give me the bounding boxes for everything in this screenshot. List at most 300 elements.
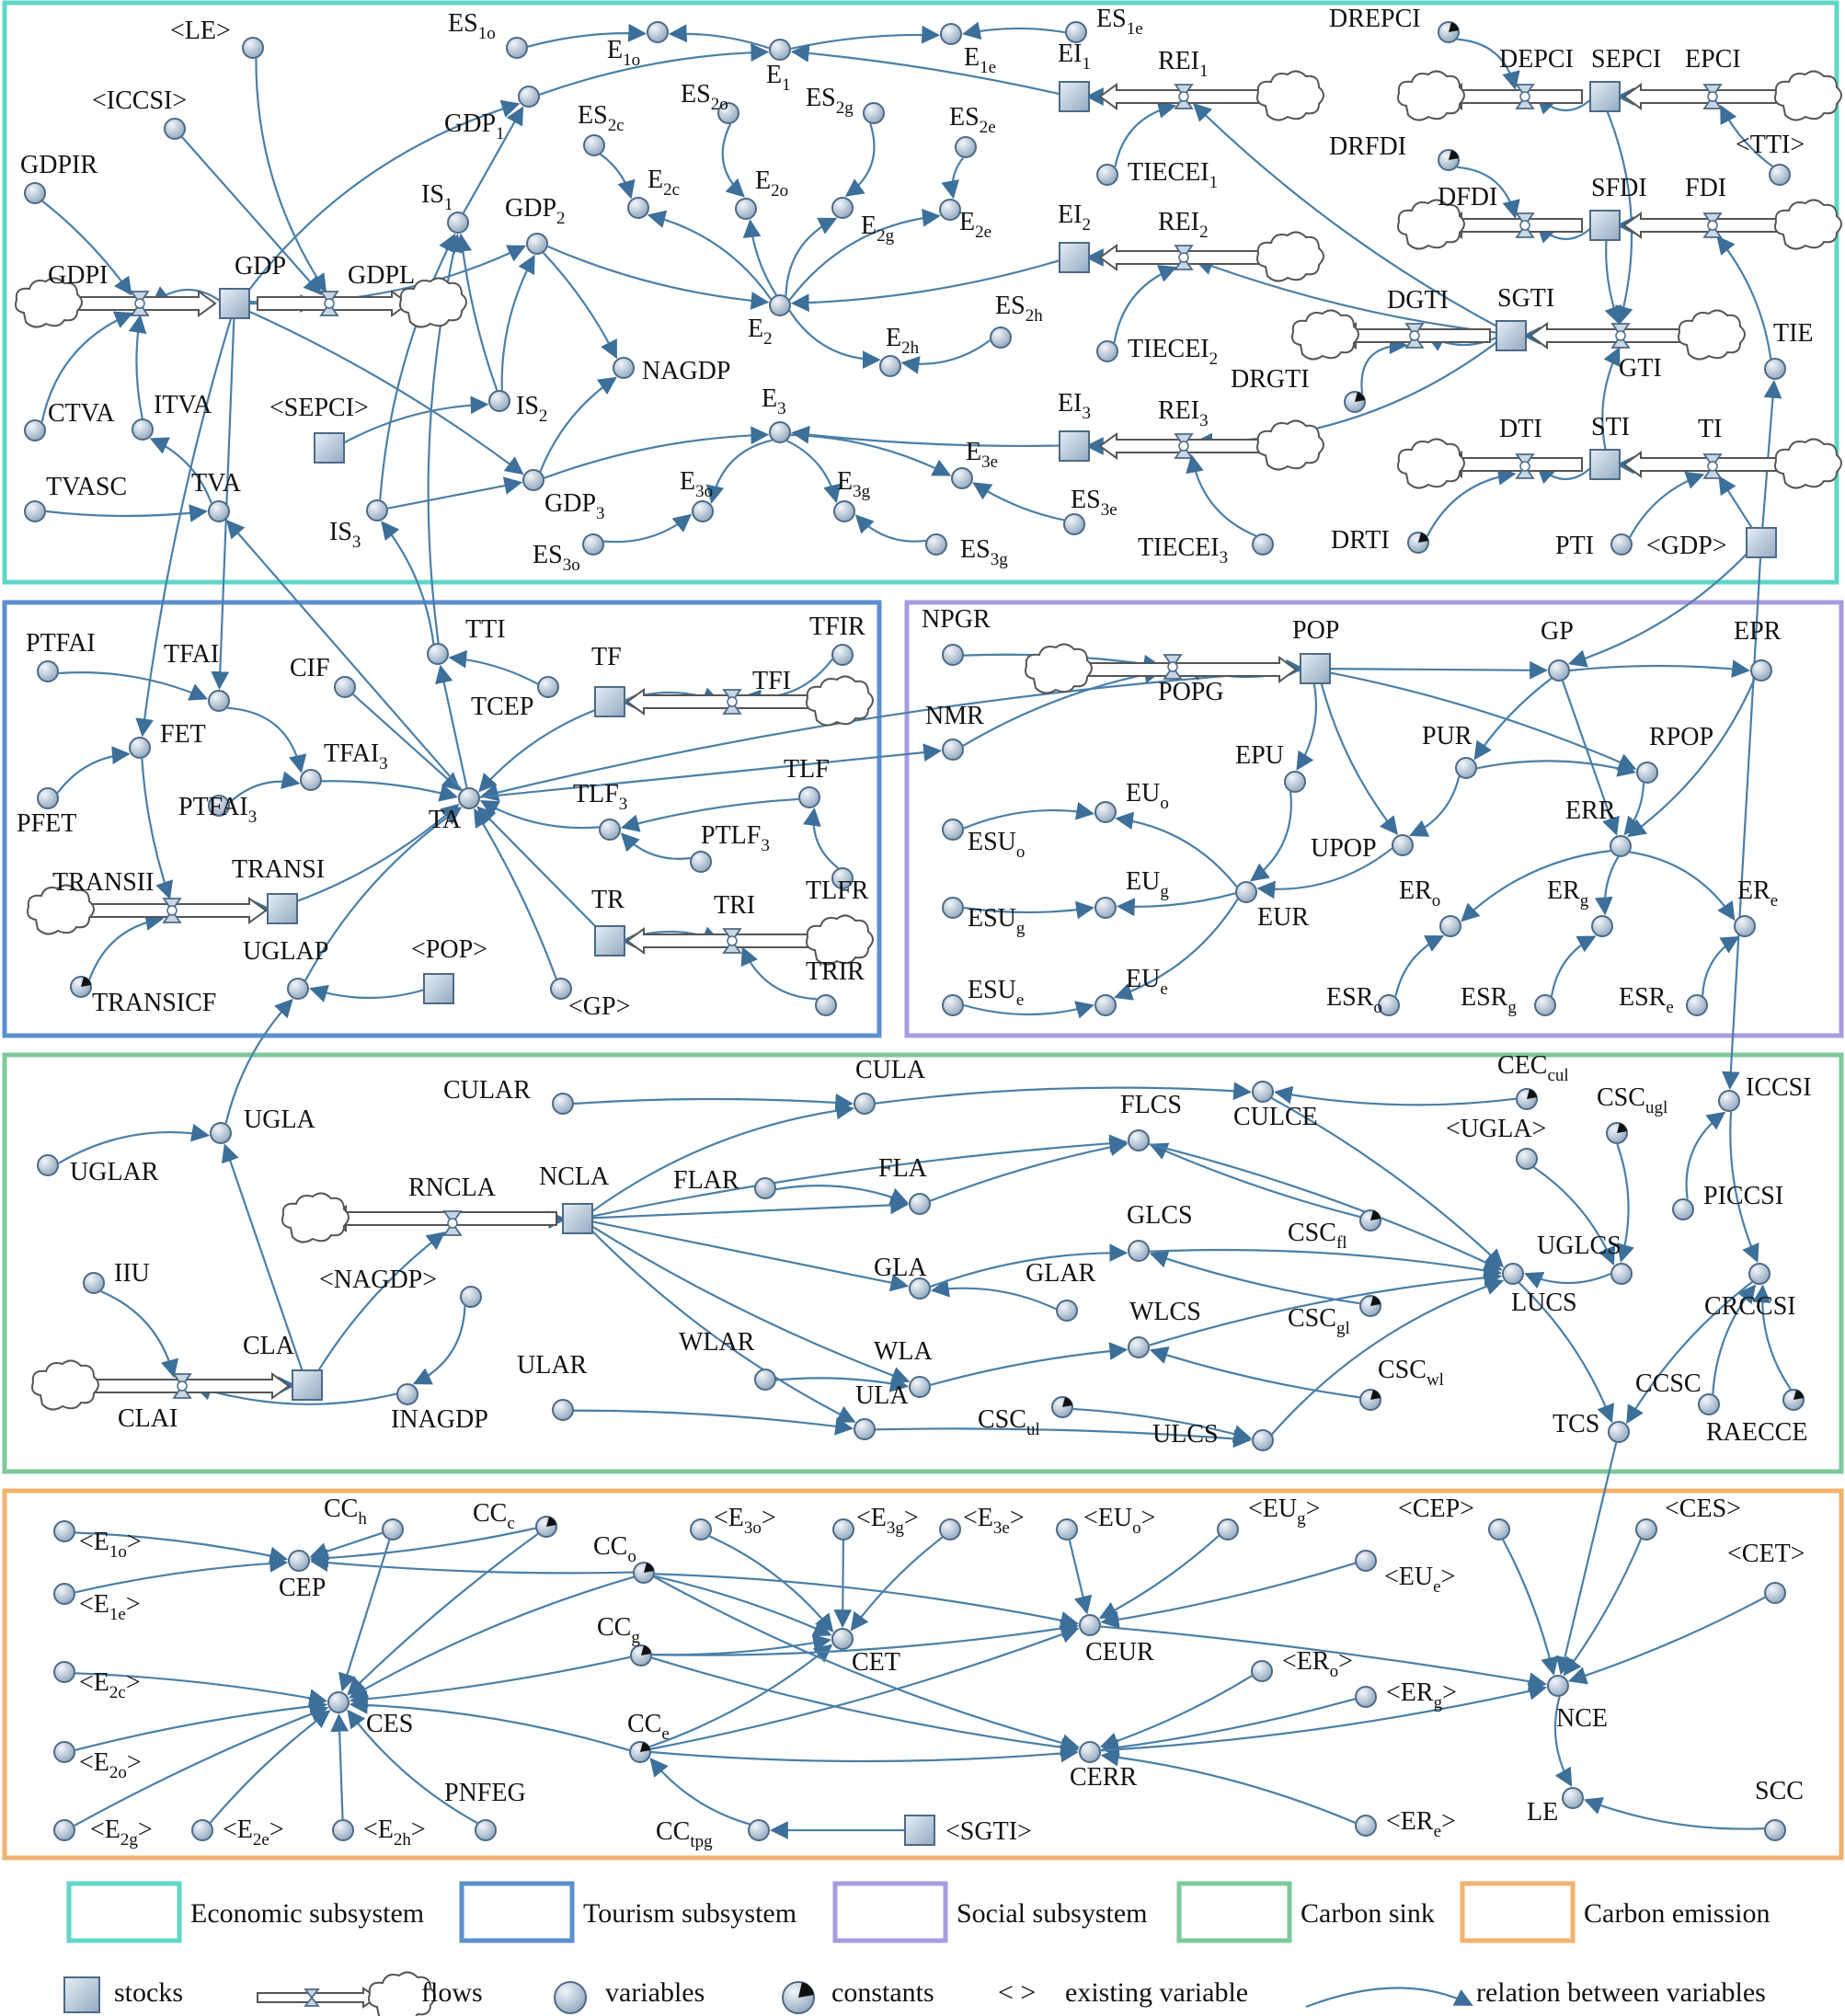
node-label-RAECCE: RAECCE	[1706, 1418, 1808, 1447]
node-label-TRI: TRI	[714, 891, 756, 920]
variable-E3	[770, 422, 790, 442]
node-label-GTI: GTI	[1619, 354, 1662, 383]
legend-swatch-economic	[69, 1884, 179, 1941]
node-label-SEPCIa: <SEPCI>	[269, 394, 369, 422]
relation-UGLCS-LUCS	[1526, 1274, 1610, 1283]
flow-EPCI	[1624, 71, 1841, 120]
relation-ESRo-ERo	[1395, 936, 1442, 996]
relation-TIECEI3-REI3	[1192, 456, 1256, 536]
variable-EUg	[1095, 898, 1116, 918]
flow-GDPI	[16, 278, 215, 326]
relation-E3e_e-CET	[852, 1538, 943, 1630]
node-label-CIF: CIF	[290, 654, 330, 682]
node-label-TFAI3: $TFAI_3$	[324, 739, 388, 773]
relation-ITVA-GDPI	[136, 316, 142, 418]
relation-NCLA-ULA	[587, 1225, 854, 1422]
relation-CCc-CEP	[312, 1529, 535, 1559]
variable-CRCCSI	[1749, 1264, 1770, 1284]
cloud-icon	[1292, 310, 1358, 359]
variable-GDP3	[523, 470, 544, 490]
flow-CLAI	[32, 1360, 289, 1409]
variable-PNFEG	[476, 1820, 496, 1840]
node-label-CCo: $CC_o$	[593, 1532, 636, 1566]
variable-NPGR	[943, 645, 963, 665]
node-label-PTFAI: PTFAI	[26, 629, 96, 658]
stock-EI2	[1060, 243, 1089, 272]
cloud-icon	[1775, 439, 1841, 487]
cloud-icon	[1398, 71, 1464, 120]
variable-TCEP	[538, 677, 558, 697]
node-label-POPa: <POP>	[411, 935, 487, 964]
stock-SFDI	[1590, 211, 1620, 240]
node-label-GDPIR: GDPIR	[20, 151, 98, 179]
node-label-TIE: TIE	[1773, 319, 1814, 348]
node-label-GDPL: GDPL	[348, 261, 416, 290]
relation-CCe-CEUR	[651, 1629, 1078, 1749]
variable-WLA	[910, 1377, 930, 1397]
node-label-WLCS: WLCS	[1129, 1298, 1201, 1326]
relation-ES1e-E1e	[964, 29, 1065, 34]
stock-SEPCIa	[315, 433, 344, 463]
node-label-TLFR: TLFR	[806, 876, 869, 905]
node-label-CEUR: CEUR	[1085, 1638, 1154, 1667]
node-label-UGLA: UGLA	[244, 1105, 315, 1134]
node-label-UGLAR: UGLAR	[70, 1158, 159, 1186]
relation-ULAR-ULA	[574, 1411, 852, 1428]
relation-E2e_e-CES	[211, 1712, 329, 1823]
cloud-icon	[1257, 71, 1324, 120]
node-label-CLAI: CLAI	[118, 1404, 178, 1433]
node-label-POP: POP	[1292, 616, 1340, 645]
relation-NAGDP_e-INAGDP	[415, 1306, 465, 1383]
relation-TA-NMR	[480, 750, 940, 796]
variable-TIECEI1	[1097, 165, 1117, 185]
variable-TFIR	[832, 645, 853, 665]
variable-E1o	[647, 22, 668, 42]
node-label-TCS: TCS	[1553, 1410, 1600, 1438]
stock-TF	[595, 687, 625, 716]
variable-E3e_e	[940, 1519, 960, 1540]
legend-relation-arrow-icon	[1306, 1987, 1472, 2007]
variable-E2	[770, 295, 790, 315]
node-label-FET: FET	[160, 720, 206, 749]
relation-ES2g-E2g	[846, 123, 874, 195]
node-label-ES2g: $ES_{2g}$	[806, 84, 854, 118]
variable-ES3e	[1064, 514, 1084, 534]
variable-PTLF3	[691, 852, 711, 872]
variable-GP	[1549, 660, 1569, 681]
variable-TIE	[1765, 359, 1785, 379]
node-label-ESRe: $ESR_e$	[1619, 983, 1674, 1017]
node-label-CSCwl: $CSC_{wl}$	[1378, 1356, 1444, 1390]
variable-NAGDP_e	[461, 1287, 481, 1307]
stock-STI	[1590, 450, 1620, 479]
relation-TVASC-TVA	[46, 511, 206, 516]
variable-E2h_e	[333, 1820, 353, 1840]
relation-TR-TA	[478, 808, 602, 933]
node-label-FDI: FDI	[1685, 174, 1727, 202]
flow-REI1	[1100, 71, 1324, 120]
relation-ESUe-EUe	[964, 1005, 1093, 1014]
node-label-E2o: $E_{2o}$	[755, 166, 789, 200]
relation-CCc-CES	[349, 1534, 538, 1694]
variable-TA	[459, 788, 479, 808]
relation-ES1o-E1o	[528, 33, 645, 47]
stock-SGTI	[1496, 321, 1526, 350]
relation-ES2c-E2c	[601, 155, 631, 198]
variable-E2o	[736, 199, 756, 219]
variable-ESRg	[1535, 995, 1555, 1015]
variable-NCE	[1548, 1676, 1568, 1696]
variable-EUR	[1236, 882, 1256, 902]
node-label-TTI: TTI	[465, 615, 506, 644]
legend-label-emission: Carbon emission	[1584, 1898, 1771, 1929]
variable-UGLCS	[1611, 1264, 1632, 1284]
relation-IS3-GDP3	[388, 483, 521, 509]
variable-UGLAR	[38, 1155, 58, 1175]
variable-ERg_e	[1356, 1687, 1376, 1707]
node-label-FLAR: FLAR	[673, 1166, 739, 1195]
variable-ERo_e	[1252, 1661, 1272, 1681]
relation-TLFR-TLF	[814, 809, 839, 868]
node-label-E2c: $E_{2c}$	[647, 166, 681, 200]
variable-TFAI	[209, 691, 229, 711]
relation-TFAI3-TA	[322, 781, 456, 796]
node-label-DRGTI: DRGTI	[1231, 365, 1310, 394]
node-label-NAGDP: NAGDP	[642, 357, 731, 385]
variable-PTFAI	[38, 661, 58, 682]
variable-E3g	[834, 501, 854, 521]
node-label-CLA: CLA	[243, 1332, 294, 1360]
stock-NCLA	[563, 1204, 592, 1233]
flow-TI	[1624, 439, 1841, 487]
variable-CCtpg	[749, 1820, 769, 1840]
stock-TRANSI	[268, 894, 297, 923]
node-label-REI1: $REI_1$	[1158, 47, 1209, 81]
variable-E3e	[952, 468, 972, 488]
node-label-CEP_e: <CEP>	[1398, 1495, 1474, 1523]
relation-CCo-CEP	[312, 1561, 633, 1573]
node-label-TA: TA	[429, 806, 462, 834]
variable-NMR	[943, 739, 963, 760]
node-label-ES2c: $ES_{2c}$	[578, 101, 625, 135]
node-label-RNCLA: RNCLA	[408, 1174, 496, 1202]
variable-ES2c	[584, 135, 604, 155]
node-label-SGTI: SGTI	[1497, 284, 1555, 313]
stock-GDPa	[1747, 528, 1776, 557]
node-label-TRANSICF: TRANSICF	[92, 989, 217, 1017]
legend-label-tourism: Tourism subsystem	[583, 1898, 797, 1929]
variable-LE	[1563, 1788, 1583, 1808]
relation-NCLA-CULA	[588, 1108, 853, 1214]
node-label-DRFDI: DRFDI	[1329, 132, 1407, 161]
variable-EUg_e	[1218, 1519, 1238, 1540]
variable-GDP2	[527, 234, 547, 254]
node-label-ERg_e: $<ER_g>$	[1386, 1678, 1457, 1712]
cloud-icon	[32, 1360, 98, 1409]
node-label-ERo: $ER_o$	[1399, 876, 1441, 911]
stock-SEPCI	[1590, 82, 1620, 111]
stock-TR	[595, 926, 625, 956]
variable-PFET	[38, 788, 58, 808]
node-label-CET: CET	[852, 1648, 900, 1677]
node-label-ERo_e: $<ER_o>$	[1282, 1647, 1353, 1681]
variable-ESRe	[1687, 995, 1707, 1015]
variable-E2h	[880, 356, 900, 376]
node-label-PTI: PTI	[1555, 532, 1594, 560]
node-label-TIECEI1: $TIECEI_1$	[1128, 158, 1219, 192]
relation-IS2-GDP2	[502, 257, 534, 391]
node-label-GP: GP	[1541, 617, 1574, 646]
node-label-PTFAI3: $PTFAI_3$	[178, 793, 258, 827]
legend-label-sink: Carbon sink	[1301, 1898, 1435, 1929]
relation-ESUo-EUo	[964, 810, 1093, 829]
node-label-IS3: $IS_3$	[329, 518, 361, 552]
node-label-EI1: $EI_1$	[1058, 40, 1091, 74]
node-label-CERR: CERR	[1070, 1763, 1138, 1792]
flow-REI2	[1100, 232, 1324, 281]
node-label-SEPCI: SEPCI	[1591, 45, 1662, 74]
variable-E2e_e	[192, 1820, 212, 1840]
node-label-E1e_e: $<E_{1e}>$	[79, 1590, 141, 1624]
relation-CCtpg-CCe	[651, 1759, 750, 1825]
relation-GDPa-TI	[1720, 477, 1756, 533]
flow-GTI	[1530, 310, 1745, 359]
relation-ERR-ERe	[1630, 853, 1734, 920]
node-label-UPOP: UPOP	[1311, 834, 1377, 863]
node-label-EPU: EPU	[1235, 741, 1284, 770]
variable-ESUg	[943, 898, 963, 918]
variable-ES3g	[926, 534, 946, 555]
variable-IIU	[84, 1273, 104, 1293]
variable-ESUe	[943, 995, 963, 1015]
legend-label-economic: Economic subsystem	[190, 1898, 425, 1929]
node-label-CULAR: CULAR	[443, 1076, 531, 1105]
node-label-E3e_e: $<E_{3e}>$	[963, 1504, 1025, 1538]
node-label-E3o_e: $<E_{3o}>$	[714, 1504, 776, 1538]
variable-CEUR	[1080, 1615, 1100, 1635]
relation-GP-EPR	[1570, 666, 1748, 670]
node-label-TRIR: TRIR	[806, 957, 865, 986]
node-label-ITVA: ITVA	[154, 391, 212, 419]
variable-TVA	[209, 501, 229, 521]
node-label-CCg: $CC_g$	[597, 1613, 640, 1647]
node-label-ULA: ULA	[855, 1381, 909, 1410]
variable-UGLA	[211, 1123, 231, 1143]
node-label-GDP2: $GDP_2$	[505, 194, 566, 228]
variable-ULA	[854, 1419, 875, 1439]
relation-CES_e-NCE	[1564, 1539, 1641, 1674]
node-label-ES2o: $ES_{2o}$	[681, 80, 728, 114]
node-label-IIU: IIU	[114, 1259, 150, 1288]
node-label-ULCS: ULCS	[1152, 1420, 1219, 1449]
node-label-CCc: $CC_c$	[473, 1499, 515, 1533]
node-label-EPCI: EPCI	[1685, 45, 1741, 74]
variable-ESUo	[943, 819, 963, 840]
relation-EPU-EUR	[1252, 792, 1291, 880]
relation-NCLA-WLA	[588, 1223, 909, 1381]
stock-POPa	[424, 974, 453, 1003]
cloud-icon	[1775, 200, 1841, 248]
node-label-SGTIa: <SGTI>	[945, 1817, 1032, 1846]
node-label-PUR: PUR	[1422, 722, 1473, 750]
node-label-CRCCSI: CRCCSI	[1704, 1292, 1796, 1321]
node-label-ULAR: ULAR	[517, 1351, 588, 1380]
variable-ITVA	[132, 419, 153, 440]
variable-EUo	[1095, 802, 1116, 822]
relation-CCh-CES	[342, 1540, 389, 1690]
node-label-DRTI: DRTI	[1331, 526, 1390, 555]
node-label-NAGDP_e: <NAGDP>	[319, 1266, 438, 1294]
node-label-PFET: PFET	[17, 809, 77, 838]
node-label-ES3o: $ES_{3o}$	[533, 541, 580, 575]
relation-FLAR-FLA	[776, 1186, 907, 1202]
node-label-TI: TI	[1698, 415, 1723, 443]
node-label-CCh: $CC_h$	[324, 1495, 367, 1529]
legend-swatch-social	[835, 1884, 945, 1941]
node-label-CET_e: <CET>	[1727, 1540, 1805, 1568]
variable-ES2g	[864, 103, 884, 123]
relation-E3g_e-CET	[842, 1541, 843, 1626]
node-label-E3: $E_3$	[762, 384, 786, 418]
node-label-SCC: SCC	[1755, 1777, 1804, 1805]
node-label-GLA: GLA	[874, 1254, 927, 1282]
variable-E2o_e	[54, 1742, 74, 1762]
node-label-NMR: NMR	[925, 702, 984, 730]
node-label-TR: TR	[591, 886, 625, 914]
relation-GP-PUR	[1475, 679, 1552, 759]
relation-GDP1-E1	[540, 52, 767, 95]
variable-ERe	[1735, 916, 1755, 936]
node-label-EUg_e: $<EU_g>$	[1248, 1495, 1321, 1529]
variable-ERo	[1440, 916, 1461, 936]
variable-IS3	[367, 500, 387, 521]
variable-ERg	[1592, 916, 1612, 936]
node-label-IS1: $IS_1$	[421, 180, 453, 214]
variable-ULCS	[1253, 1430, 1273, 1450]
relation-CCo-CET	[654, 1576, 830, 1635]
variable-TIECEI2	[1097, 341, 1117, 361]
relation-CCo-CES	[350, 1577, 634, 1698]
relation-E2-E2g	[785, 219, 835, 296]
node-label-CSCul: $CSC_{ul}$	[978, 1405, 1040, 1439]
legend-existing-symbol: < >	[998, 1977, 1037, 2008]
node-label-TIECEI3: $TIECEI_3$	[1138, 533, 1229, 567]
variable-E2c	[628, 198, 648, 218]
variable-E2e	[940, 200, 960, 220]
relation-CULA-CULCE	[876, 1088, 1250, 1104]
node-label-NCLA: NCLA	[539, 1163, 610, 1191]
variable-CULCE	[1253, 1082, 1273, 1102]
node-label-TCEP: TCEP	[471, 693, 534, 721]
node-label-EUR: EUR	[1257, 903, 1309, 932]
variable-GDP1	[519, 86, 539, 107]
variable-WLCS	[1129, 1337, 1149, 1357]
cloud-icon	[1679, 310, 1745, 359]
node-label-CECcul: $CEC_{cul}$	[1497, 1051, 1569, 1085]
relation-CEP_e-NCE	[1503, 1540, 1553, 1674]
relation-E1-E1e	[791, 35, 938, 49]
node-label-E3g_e: $<E_{3g}>$	[856, 1504, 919, 1538]
relation-GDP2-E2	[548, 246, 768, 303]
node-label-TIECEI2: $TIECEI_2$	[1128, 335, 1219, 369]
flow-FDI	[1624, 200, 1841, 248]
relation-EUe_e-CEUR	[1103, 1564, 1356, 1622]
variable-ES1o	[507, 38, 527, 58]
relation-CCh-CEP	[311, 1533, 382, 1557]
variable-CULAR	[553, 1094, 573, 1114]
node-label-DREPCI: DREPCI	[1329, 5, 1421, 33]
variable-ES2e	[956, 137, 976, 157]
flow-DEPCI	[1398, 71, 1582, 120]
node-label-ES2h: $ES_{2h}$	[995, 292, 1043, 326]
node-label-E3o: $E_{3o}$	[680, 467, 714, 501]
node-label-E2g: $E_{2g}$	[861, 212, 895, 246]
node-label-TVA: TVA	[191, 469, 241, 498]
variable-GLAR	[1057, 1300, 1077, 1321]
relation-PUR-RPOP	[1477, 761, 1634, 772]
node-label-GP_e: <GP>	[568, 992, 631, 1021]
relation-GDP3-E3	[544, 435, 767, 478]
node-label-IS2: $IS_2$	[516, 392, 548, 426]
stock-EI3	[1060, 431, 1089, 461]
relation-ES3g-E3g	[856, 516, 926, 542]
variable-E3o	[693, 501, 713, 521]
variable-LE_e	[243, 38, 263, 58]
node-label-RPOP: RPOP	[1649, 723, 1714, 751]
node-label-EUo_e: $<EU_o>$	[1083, 1504, 1156, 1538]
relation-PTLF3-TLF3	[622, 834, 690, 859]
relation-ESRg-ERg	[1552, 936, 1595, 996]
variable-SCC	[1765, 1820, 1785, 1840]
node-label-E2e_e: $<E_{2e}>$	[223, 1816, 284, 1850]
stock-EI1	[1060, 82, 1089, 111]
relation-TRANSICF-TRANSII	[89, 919, 162, 979]
node-label-TLF: TLF	[784, 755, 830, 784]
variable-TFAI3	[301, 770, 321, 790]
node-label-ICCSI_e: <ICCSI>	[92, 86, 188, 115]
node-label-E3e: $E_{3e}$	[966, 438, 999, 472]
relation-CCo-CEUR	[655, 1574, 1077, 1623]
node-label-POPG: POPG	[1158, 678, 1224, 706]
node-label-GDP: GDP	[235, 252, 287, 281]
node-label-ESRg: $ESR_g$	[1461, 983, 1517, 1017]
variable-EUo_e	[1057, 1519, 1077, 1540]
variable-CEP	[289, 1551, 309, 1571]
node-label-GDP3: $GDP_3$	[544, 489, 605, 523]
node-label-GLAR: GLAR	[1026, 1259, 1096, 1288]
node-label-CULCE: CULCE	[1233, 1103, 1318, 1131]
node-label-E2g_e: $<E_{2g}>$	[90, 1816, 153, 1850]
relation-CCe-CERR	[651, 1752, 1077, 1761]
relation-CCg-CES	[351, 1657, 630, 1701]
node-label-LE: LE	[1527, 1798, 1559, 1827]
node-label-GDP1: $GDP_1$	[444, 109, 505, 143]
variable-FLAR	[755, 1178, 775, 1198]
variable-NAGDP	[613, 358, 634, 378]
relation-GLAR-GLA	[933, 1289, 1056, 1310]
node-label-E2c_e: $<E_{2c}>$	[79, 1668, 141, 1702]
node-label-EUg: $EU_g$	[1126, 867, 1169, 901]
variable-CES_e	[1636, 1519, 1656, 1540]
relation-CET_e-NCE	[1570, 1598, 1765, 1681]
node-label-CTVA: CTVA	[48, 399, 115, 428]
variable-LUCS	[1503, 1264, 1523, 1284]
variable-IS1	[448, 212, 468, 233]
node-label-TLF3: $TLF_3$	[573, 780, 628, 814]
node-label-WLA: WLA	[874, 1337, 933, 1366]
relation-ERo_e-CERR	[1102, 1676, 1252, 1747]
